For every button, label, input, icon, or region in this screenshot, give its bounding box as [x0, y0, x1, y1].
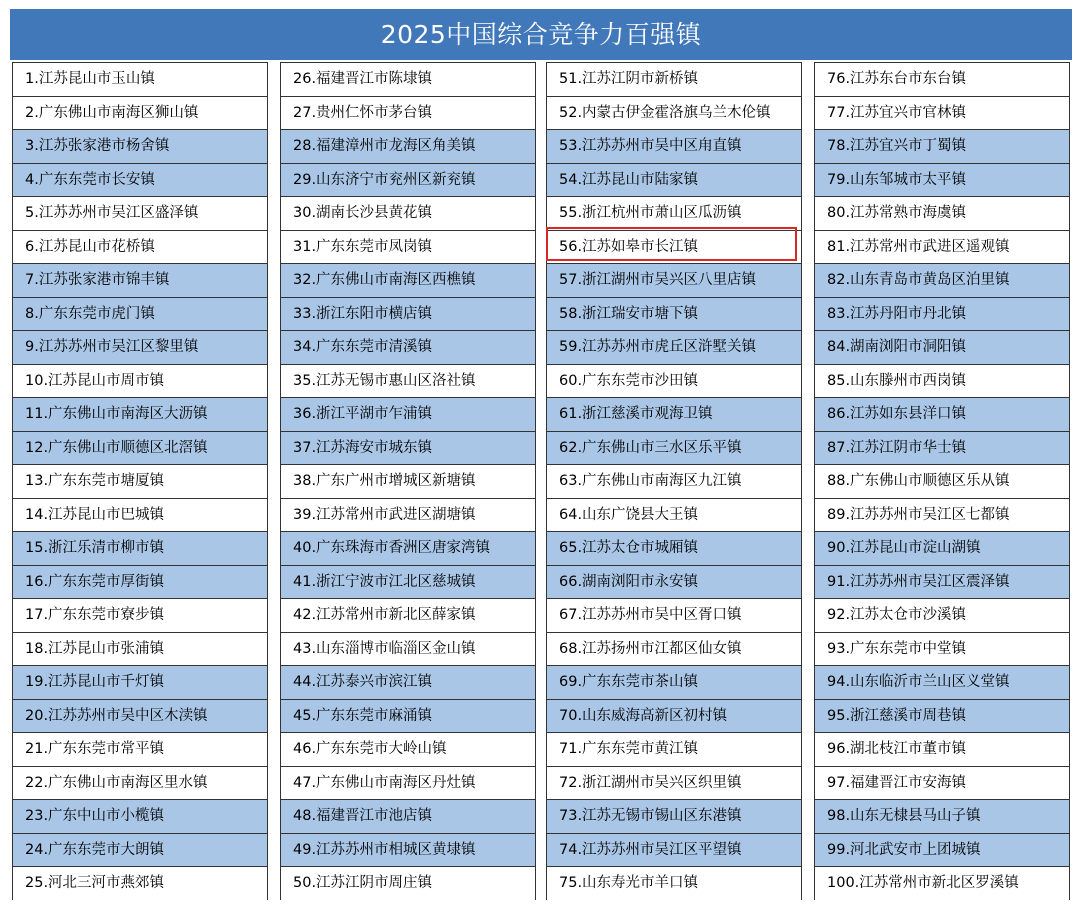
ranking-entry: 62.广东佛山市三水区乐平镇	[547, 431, 801, 465]
ranking-entry: 25.河北三河市燕郊镇	[13, 866, 267, 900]
ranking-entry: 70.山东威海高新区初村镇	[547, 699, 801, 733]
ranking-entry: 96.湖北枝江市董市镇	[815, 732, 1069, 766]
ranking-entry: 48.福建晋江市池店镇	[281, 799, 535, 833]
ranking-entry: 79.山东邹城市太平镇	[815, 163, 1069, 197]
ranking-table	[12, 62, 1074, 900]
ranking-entry: 54.江苏昆山市陆家镇	[547, 163, 801, 197]
ranking-entry: 58.浙江瑞安市塘下镇	[547, 297, 801, 331]
ranking-entry: 55.浙江杭州市萧山区瓜沥镇	[547, 196, 801, 230]
ranking-entry: 43.山东淄博市临淄区金山镇	[281, 632, 535, 666]
ranking-entry: 5.江苏苏州市吴江区盛泽镇	[13, 196, 267, 230]
ranking-entry: 52.内蒙古伊金霍洛旗乌兰木伦镇	[547, 96, 801, 130]
ranking-entry: 67.江苏苏州市吴中区胥口镇	[547, 598, 801, 632]
ranking-entry: 61.浙江慈溪市观海卫镇	[547, 397, 801, 431]
page-title: 2025中国综合竞争力百强镇	[10, 9, 1072, 60]
ranking-entry: 51.江苏江阴市新桥镇	[547, 62, 801, 96]
ranking-entry: 80.江苏常熟市海虞镇	[815, 196, 1069, 230]
ranking-entry: 71.广东东莞市黄江镇	[547, 732, 801, 766]
ranking-entry: 21.广东东莞市常平镇	[13, 732, 267, 766]
ranking-entry: 87.江苏江阴市华士镇	[815, 431, 1069, 465]
ranking-entry: 82.山东青岛市黄岛区泊里镇	[815, 263, 1069, 297]
ranking-entry: 6.江苏昆山市花桥镇	[13, 230, 267, 264]
ranking-entry: 2.广东佛山市南海区狮山镇	[13, 96, 267, 130]
ranking-entry: 91.江苏苏州市吴江区震泽镇	[815, 565, 1069, 599]
ranking-entry: 78.江苏宜兴市丁蜀镇	[815, 129, 1069, 163]
ranking-column-76-100	[814, 62, 1070, 900]
ranking-entry: 63.广东佛山市南海区九江镇	[547, 464, 801, 498]
ranking-entry: 13.广东东莞市塘厦镇	[13, 464, 267, 498]
ranking-entry: 88.广东佛山市顺德区乐从镇	[815, 464, 1069, 498]
ranking-entry: 68.江苏扬州市江都区仙女镇	[547, 632, 801, 666]
ranking-entry: 32.广东佛山市南海区西樵镇	[281, 263, 535, 297]
ranking-entry: 60.广东东莞市沙田镇	[547, 364, 801, 398]
ranking-entry: 35.江苏无锡市惠山区洛社镇	[281, 364, 535, 398]
ranking-entry: 65.江苏太仓市城厢镇	[547, 531, 801, 565]
ranking-entry: 100.江苏常州市新北区罗溪镇	[815, 866, 1069, 900]
ranking-entry: 59.江苏苏州市虎丘区浒墅关镇	[547, 330, 801, 364]
ranking-entry: 86.江苏如东县洋口镇	[815, 397, 1069, 431]
ranking-entry: 27.贵州仁怀市茅台镇	[281, 96, 535, 130]
ranking-entry: 97.福建晋江市安海镇	[815, 766, 1069, 800]
ranking-entry: 36.浙江平湖市乍浦镇	[281, 397, 535, 431]
ranking-entry: 4.广东东莞市长安镇	[13, 163, 267, 197]
ranking-entry: 49.江苏苏州市相城区黄埭镇	[281, 833, 535, 867]
ranking-entry: 85.山东滕州市西岗镇	[815, 364, 1069, 398]
ranking-entry: 94.山东临沂市兰山区义堂镇	[815, 665, 1069, 699]
ranking-entry: 98.山东无棣县马山子镇	[815, 799, 1069, 833]
ranking-entry: 33.浙江东阳市横店镇	[281, 297, 535, 331]
ranking-entry: 41.浙江宁波市江北区慈城镇	[281, 565, 535, 599]
ranking-entry: 50.江苏江阴市周庄镇	[281, 866, 535, 900]
ranking-entry: 31.广东东莞市凤岗镇	[281, 230, 535, 264]
ranking-entry: 47.广东佛山市南海区丹灶镇	[281, 766, 535, 800]
ranking-entry: 45.广东东莞市麻涌镇	[281, 699, 535, 733]
ranking-entry: 1.江苏昆山市玉山镇	[13, 62, 267, 96]
ranking-entry: 9.江苏苏州市吴江区黎里镇	[13, 330, 267, 364]
ranking-entry: 20.江苏苏州市吴中区木渎镇	[13, 699, 267, 733]
ranking-entry: 17.广东东莞市寮步镇	[13, 598, 267, 632]
ranking-entry: 75.山东寿光市羊口镇	[547, 866, 801, 900]
ranking-entry: 12.广东佛山市顺德区北滘镇	[13, 431, 267, 465]
ranking-entry: 83.江苏丹阳市丹北镇	[815, 297, 1069, 331]
ranking-entry: 64.山东广饶县大王镇	[547, 498, 801, 532]
ranking-entry: 19.江苏昆山市千灯镇	[13, 665, 267, 699]
ranking-entry: 24.广东东莞市大朗镇	[13, 833, 267, 867]
ranking-entry: 11.广东佛山市南海区大沥镇	[13, 397, 267, 431]
ranking-entry: 44.江苏泰兴市滨江镇	[281, 665, 535, 699]
ranking-entry: 81.江苏常州市武进区遥观镇	[815, 230, 1069, 264]
ranking-entry: 37.江苏海安市城东镇	[281, 431, 535, 465]
ranking-entry: 53.江苏苏州市吴中区甪直镇	[547, 129, 801, 163]
ranking-entry: 26.福建晋江市陈埭镇	[281, 62, 535, 96]
ranking-column-1-25	[12, 62, 268, 900]
ranking-entry: 95.浙江慈溪市周巷镇	[815, 699, 1069, 733]
ranking-entry: 92.江苏太仓市沙溪镇	[815, 598, 1069, 632]
ranking-entry: 3.江苏张家港市杨舍镇	[13, 129, 267, 163]
ranking-entry: 15.浙江乐清市柳市镇	[13, 531, 267, 565]
ranking-entry: 16.广东东莞市厚街镇	[13, 565, 267, 599]
ranking-entry: 22.广东佛山市南海区里水镇	[13, 766, 267, 800]
ranking-entry: 40.广东珠海市香洲区唐家湾镇	[281, 531, 535, 565]
ranking-entry: 77.江苏宜兴市官林镇	[815, 96, 1069, 130]
ranking-entry: 99.河北武安市上团城镇	[815, 833, 1069, 867]
ranking-entry: 84.湖南浏阳市洞阳镇	[815, 330, 1069, 364]
ranking-entry: 28.福建漳州市龙海区角美镇	[281, 129, 535, 163]
ranking-entry: 73.江苏无锡市锡山区东港镇	[547, 799, 801, 833]
ranking-entry: 8.广东东莞市虎门镇	[13, 297, 267, 331]
ranking-entry: 38.广东广州市增城区新塘镇	[281, 464, 535, 498]
ranking-entry: 14.江苏昆山市巴城镇	[13, 498, 267, 532]
ranking-entry: 72.浙江湖州市吴兴区织里镇	[547, 766, 801, 800]
ranking-entry: 89.江苏苏州市吴江区七都镇	[815, 498, 1069, 532]
ranking-entry: 18.江苏昆山市张浦镇	[13, 632, 267, 666]
ranking-entry: 10.江苏昆山市周市镇	[13, 364, 267, 398]
ranking-entry: 74.江苏苏州市吴江区平望镇	[547, 833, 801, 867]
ranking-column-26-50	[280, 62, 536, 900]
ranking-entry: 90.江苏昆山市淀山湖镇	[815, 531, 1069, 565]
ranking-entry: 39.江苏常州市武进区湖塘镇	[281, 498, 535, 532]
ranking-entry: 66.湖南浏阳市永安镇	[547, 565, 801, 599]
ranking-entry: 29.山东济宁市兖州区新兖镇	[281, 163, 535, 197]
ranking-entry: 76.江苏东台市东台镇	[815, 62, 1069, 96]
ranking-column-51-75	[546, 62, 802, 900]
ranking-entry: 7.江苏张家港市锦丰镇	[13, 263, 267, 297]
ranking-entry: 42.江苏常州市新北区薛家镇	[281, 598, 535, 632]
ranking-entry: 34.广东东莞市清溪镇	[281, 330, 535, 364]
ranking-entry: 93.广东东莞市中堂镇	[815, 632, 1069, 666]
ranking-entry: 69.广东东莞市茶山镇	[547, 665, 801, 699]
ranking-entry-highlighted: 56.江苏如皋市长江镇	[547, 230, 801, 264]
ranking-entry: 30.湖南长沙县黄花镇	[281, 196, 535, 230]
ranking-entry: 57.浙江湖州市吴兴区八里店镇	[547, 263, 801, 297]
ranking-entry: 23.广东中山市小榄镇	[13, 799, 267, 833]
ranking-entry: 46.广东东莞市大岭山镇	[281, 732, 535, 766]
